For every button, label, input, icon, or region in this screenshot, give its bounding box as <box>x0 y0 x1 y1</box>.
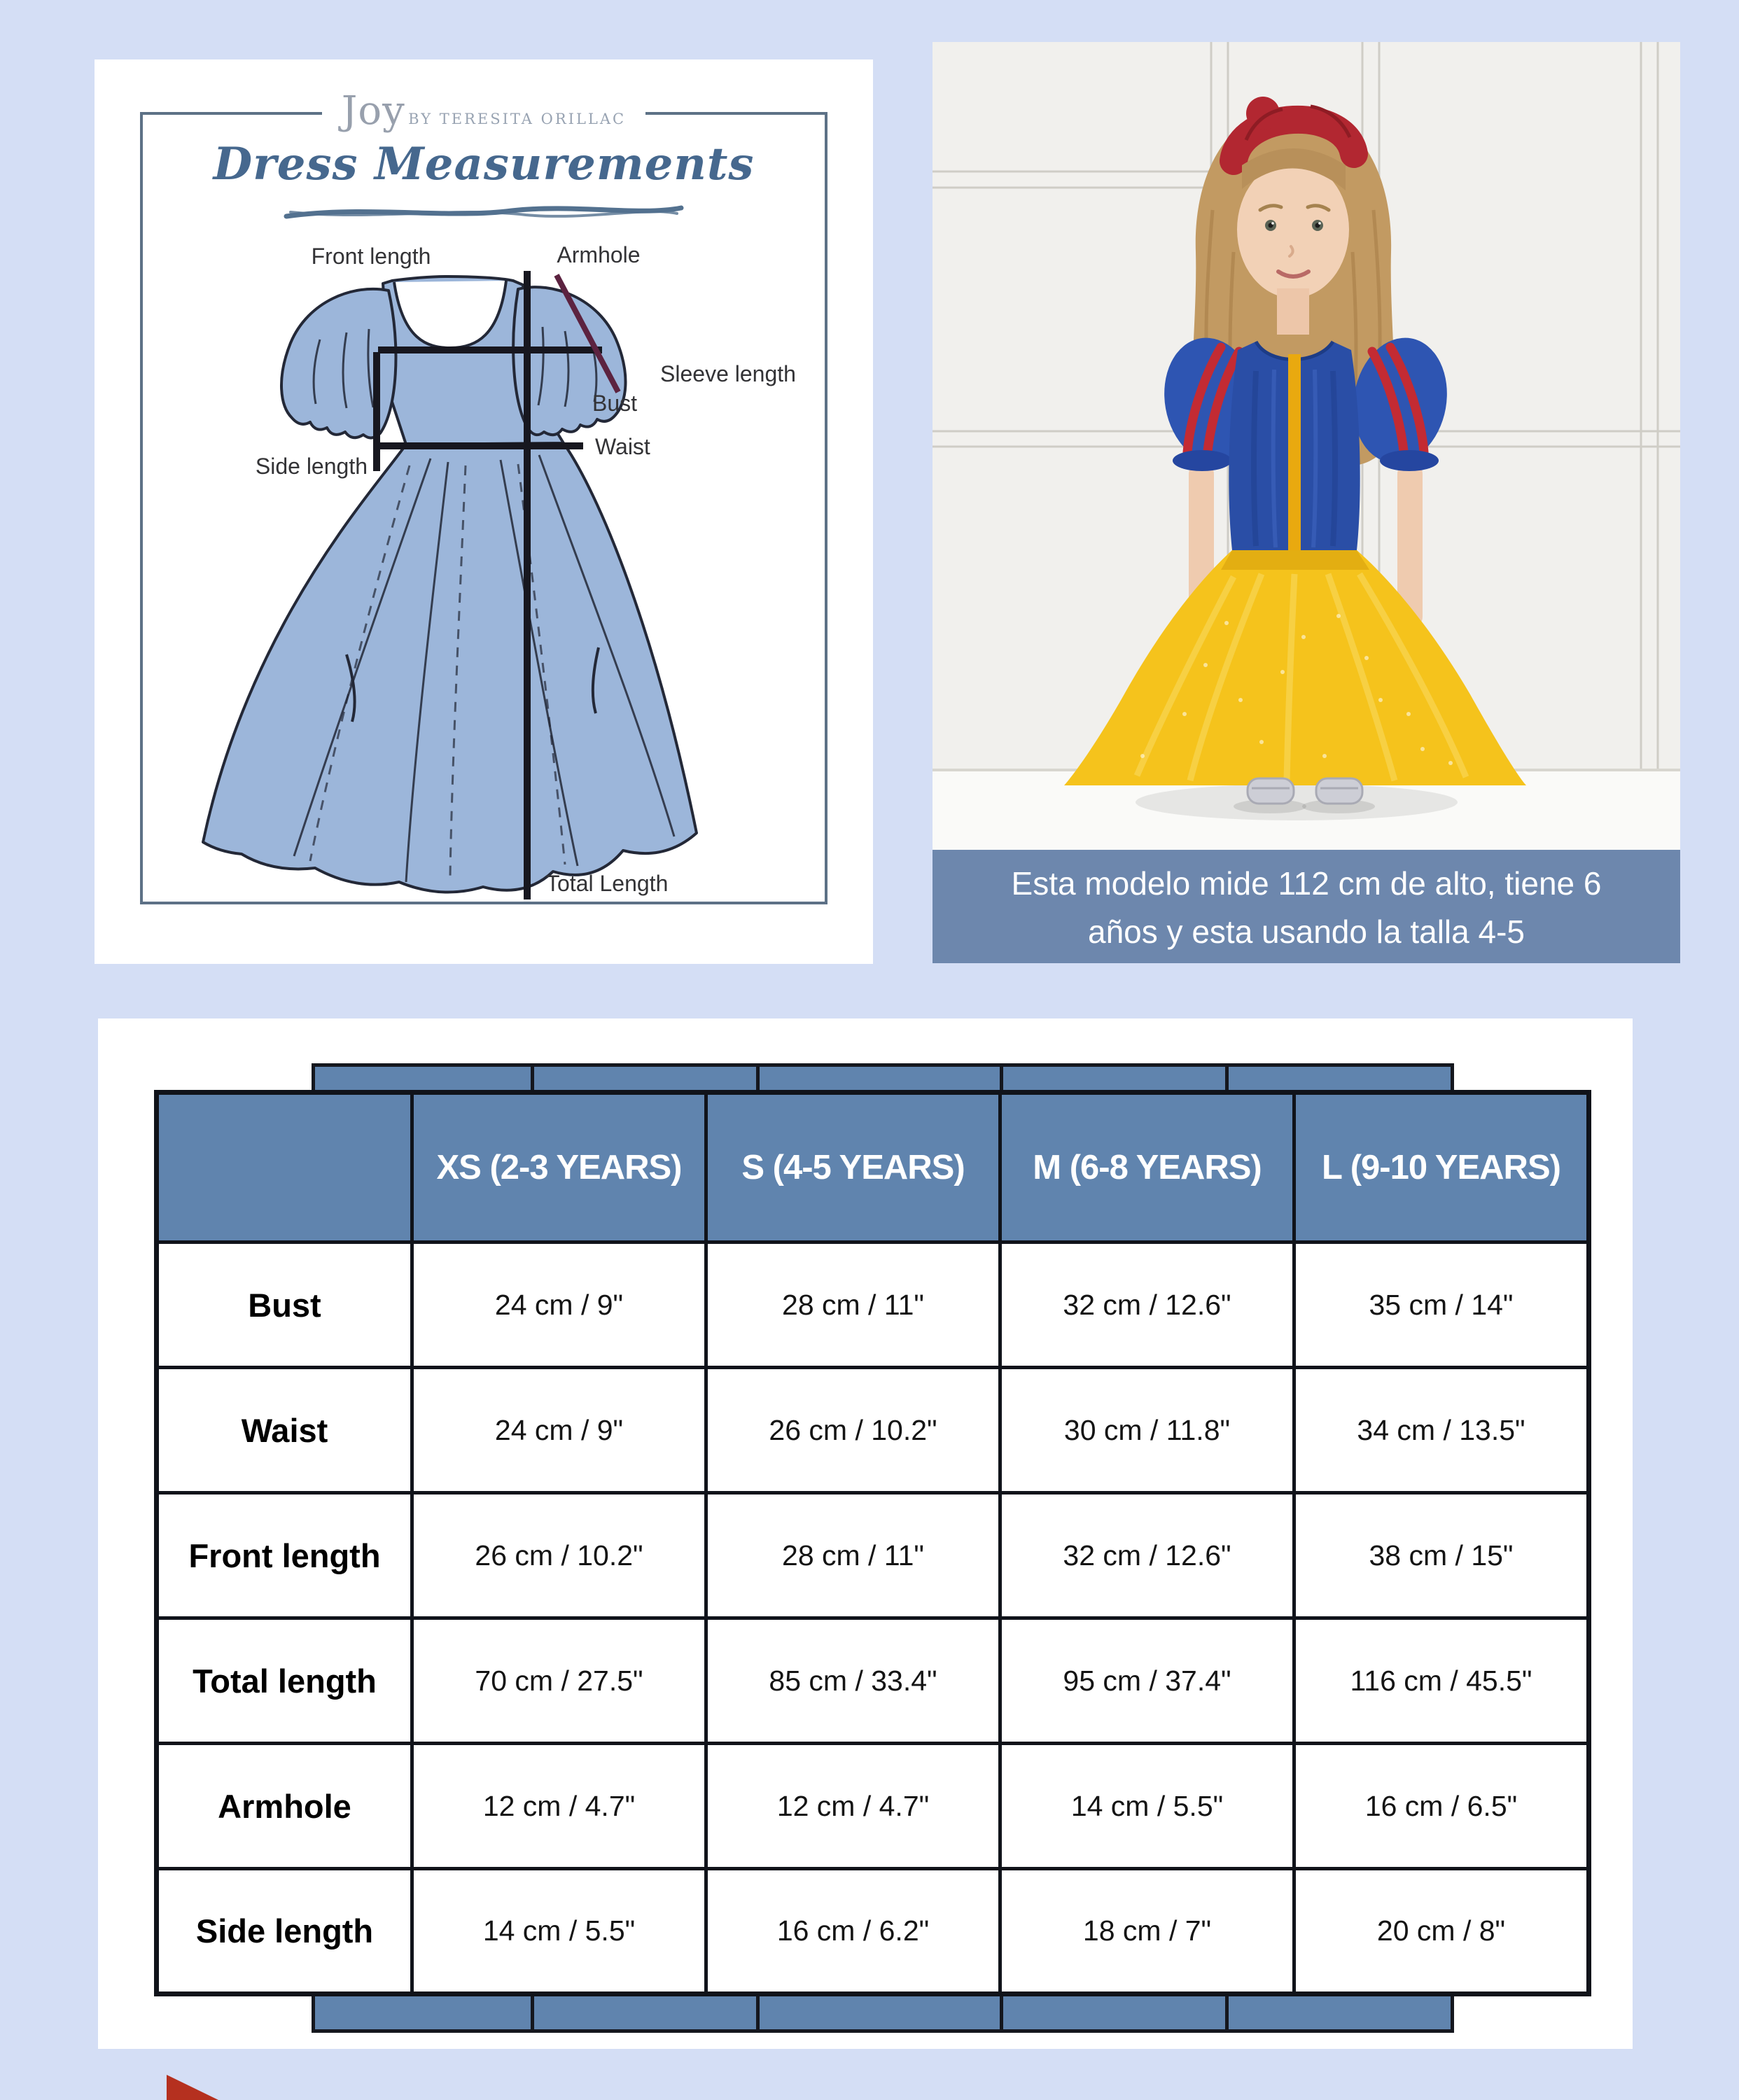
cell: 26 cm / 10.2" <box>412 1493 706 1618</box>
cell: 24 cm / 9" <box>412 1242 706 1368</box>
red-arrow-decoration <box>167 2075 218 2100</box>
brand-byline: BY TERESITA ORILLAC <box>408 111 627 128</box>
header-s: S (4-5 YEARS) <box>706 1093 1000 1242</box>
row-label: Bust <box>157 1242 412 1368</box>
table-row-bust <box>157 1242 1589 1368</box>
dress-diagram <box>137 234 830 969</box>
label-side-length: Side length <box>255 454 368 479</box>
cell: 95 cm / 37.4" <box>1000 1618 1294 1744</box>
cell: 24 cm / 9" <box>412 1368 706 1493</box>
table-row-waist <box>157 1368 1589 1493</box>
girl-bodice <box>1229 342 1360 550</box>
cell: 28 cm / 11" <box>706 1242 1000 1368</box>
model-photo <box>933 42 1680 850</box>
label-front-length: Front length <box>311 244 431 269</box>
table-row-total-length <box>157 1618 1589 1744</box>
label-total-length: Total Length <box>546 871 669 896</box>
cell: 38 cm / 15" <box>1294 1493 1589 1618</box>
dress-skirt-illustration <box>203 443 697 892</box>
cell: 70 cm / 27.5" <box>412 1618 706 1744</box>
header-m: M (6-8 YEARS) <box>1000 1093 1294 1242</box>
caption-line-1: Esta modelo mide 112 cm de alto, tiene 6 <box>1011 865 1602 902</box>
label-waist: Waist <box>595 434 650 459</box>
row-label: Armhole <box>157 1744 412 1869</box>
cell: 16 cm / 6.2" <box>706 1869 1000 1994</box>
model-photo-card <box>933 42 1680 963</box>
cell: 85 cm / 33.4" <box>706 1618 1000 1744</box>
label-sleeve-length: Sleeve length <box>660 361 796 386</box>
row-label: Side length <box>157 1869 412 1994</box>
label-bust: Bust <box>592 391 638 416</box>
bodice-placket <box>1288 354 1301 550</box>
cell: 20 cm / 8" <box>1294 1869 1589 1994</box>
cell: 30 cm / 11.8" <box>1000 1368 1294 1493</box>
row-label: Waist <box>157 1368 412 1493</box>
size-table-card <box>98 1018 1633 2049</box>
size-table <box>154 1090 1591 1996</box>
header-blank <box>157 1093 412 1242</box>
cell: 18 cm / 7" <box>1000 1869 1294 1994</box>
brand-name: Joy <box>341 88 405 134</box>
cell: 28 cm / 11" <box>706 1493 1000 1618</box>
label-armhole: Armhole <box>557 242 641 267</box>
size-table-header-row <box>157 1093 1589 1242</box>
row-label: Total length <box>157 1618 412 1744</box>
model-caption <box>933 850 1680 963</box>
page-title: Dress Measurements <box>213 138 755 190</box>
cell: 116 cm / 45.5" <box>1294 1618 1589 1744</box>
header-xs: XS (2-3 YEARS) <box>412 1093 706 1242</box>
title-underline-swash <box>281 198 687 226</box>
cell: 26 cm / 10.2" <box>706 1368 1000 1493</box>
cell: 32 cm / 12.6" <box>1000 1493 1294 1618</box>
header-l: L (9-10 YEARS) <box>1294 1093 1589 1242</box>
caption-line-2: años y esta usando la talla 4-5 <box>1088 913 1525 950</box>
cell: 34 cm / 13.5" <box>1294 1368 1589 1493</box>
brand-logo <box>95 88 873 134</box>
table-row-front-length <box>157 1493 1589 1618</box>
cell: 35 cm / 14" <box>1294 1242 1589 1368</box>
cell: 32 cm / 12.6" <box>1000 1242 1294 1368</box>
cell: 14 cm / 5.5" <box>1000 1744 1294 1869</box>
cell: 12 cm / 4.7" <box>706 1744 1000 1869</box>
cell: 14 cm / 5.5" <box>412 1869 706 1994</box>
cell: 16 cm / 6.5" <box>1294 1744 1589 1869</box>
measurement-card <box>95 59 873 964</box>
cell: 12 cm / 4.7" <box>412 1744 706 1869</box>
table-row-armhole <box>157 1744 1589 1869</box>
row-label: Front length <box>157 1493 412 1618</box>
table-row-side-length <box>157 1869 1589 1994</box>
